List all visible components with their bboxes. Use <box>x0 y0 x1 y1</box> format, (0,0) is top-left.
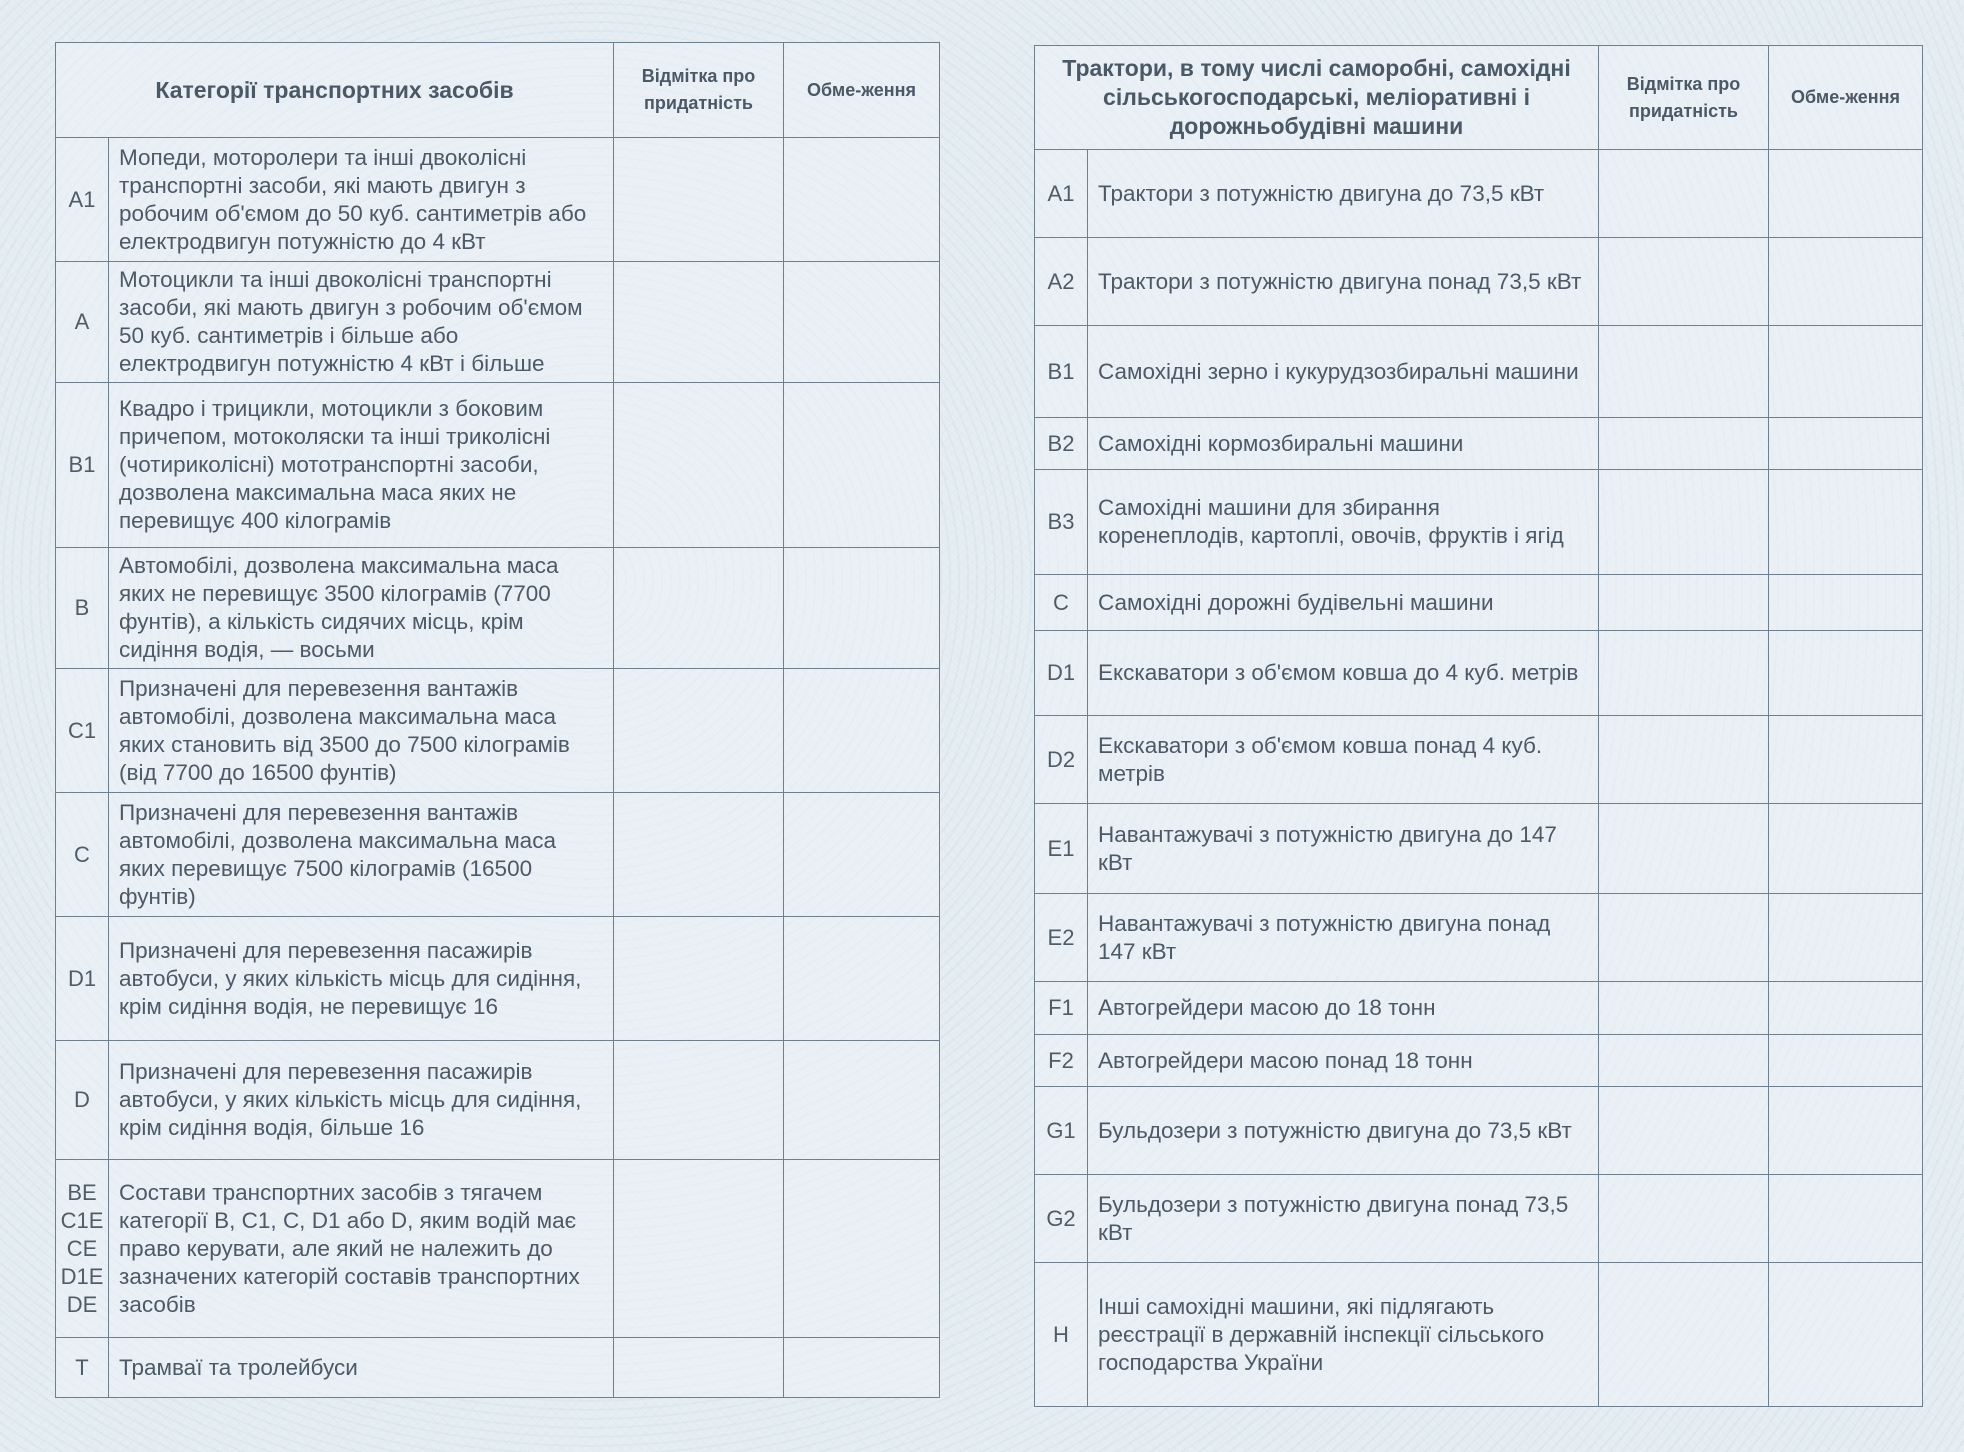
mark-cell <box>614 917 784 1041</box>
category-description: Квадро і трицикли, мотоцикли з боковим причепом, мотоколяски та інші триколісні (чотириколісні) мототранспортні засоби, дозволена максимальна маса яких не перевищує 400 кілограмів <box>109 383 614 548</box>
restriction-cell <box>1769 238 1923 326</box>
restriction-cell <box>1769 894 1923 982</box>
restriction-cell <box>1769 982 1923 1035</box>
category-code: B1 <box>1035 326 1088 418</box>
mark-cell <box>614 669 784 793</box>
table-row <box>56 138 940 262</box>
table-row <box>1035 1087 1923 1175</box>
category-header: Трактори, в тому числі саморобні, самохідні сільськогосподарські, меліоративні і дорожньобудівні машини <box>1035 46 1599 150</box>
category-code: G2 <box>1035 1175 1088 1263</box>
category-code: D2 <box>1035 716 1088 804</box>
category-description: Інші самохідні машини, які підлягають реєстрації в державній інспекції сільського господарства України <box>1088 1263 1599 1407</box>
mark-cell <box>1599 418 1769 470</box>
restriction-cell <box>784 1160 940 1338</box>
restriction-cell <box>1769 1263 1923 1407</box>
category-code: C1 <box>56 669 109 793</box>
category-code: G1 <box>1035 1087 1088 1175</box>
category-code: B1 <box>56 383 109 548</box>
category-code: B <box>56 548 109 669</box>
table-row <box>56 669 940 793</box>
category-description: Состави транспортних засобів з тягачем категорії B, C1, C, D1 або D, яким водій має право керувати, але який не належить до зазначених категорій составів транспортних засобів <box>109 1160 614 1338</box>
table-row <box>56 793 940 917</box>
category-description: Самохідні машини для збирання коренеплодів, картоплі, овочів, фруктів і ягід <box>1088 470 1599 575</box>
category-description: Призначені для перевезення пасажирів автобуси, у яких кількість місць для сидіння, крім сидіння водія, більше 16 <box>109 1041 614 1160</box>
mark-cell <box>614 548 784 669</box>
category-header: Категорії транспортних засобів <box>56 43 614 138</box>
mark-cell <box>1599 326 1769 418</box>
table-row <box>1035 894 1923 982</box>
table-row <box>1035 1175 1923 1263</box>
table-row <box>1035 575 1923 631</box>
table-row <box>1035 1035 1923 1087</box>
mark-cell <box>614 1041 784 1160</box>
restriction-cell <box>1769 1035 1923 1087</box>
category-description: Призначені для перевезення вантажів автомобілі, дозволена максимальна маса яких перевищує 7500 кілограмів (16500 фунтів) <box>109 793 614 917</box>
mark-cell <box>1599 238 1769 326</box>
restriction-header: Обме-ження <box>1769 46 1923 150</box>
table-row <box>56 1160 940 1338</box>
category-description: Призначені для перевезення вантажів автомобілі, дозволена максимальна маса яких становить від 3500 до 7500 кілограмів (від 7700 до 16500 фунтів) <box>109 669 614 793</box>
category-description: Автогрейдери масою до 18 тонн <box>1088 982 1599 1035</box>
mark-cell <box>614 1160 784 1338</box>
restriction-cell <box>784 1338 940 1398</box>
category-description: Бульдозери з потужністю двигуна до 73,5 кВт <box>1088 1087 1599 1175</box>
category-code: F2 <box>1035 1035 1088 1087</box>
category-code: D1 <box>1035 631 1088 716</box>
table-row <box>1035 238 1923 326</box>
category-description: Автомобілі, дозволена максимальна маса яких не перевищує 3500 кілограмів (7700 фунтів), а кількість сидячих місць, крім сидіння водія, — восьми <box>109 548 614 669</box>
category-code: B3 <box>1035 470 1088 575</box>
category-code: H <box>1035 1263 1088 1407</box>
mark-cell <box>1599 470 1769 575</box>
restriction-cell <box>784 262 940 383</box>
table-row <box>1035 631 1923 716</box>
table-header-row <box>1035 46 1923 150</box>
category-code: D1 <box>56 917 109 1041</box>
vehicle-categories-table <box>55 42 940 1398</box>
restriction-cell <box>1769 575 1923 631</box>
table-row <box>1035 470 1923 575</box>
table-header-row <box>56 43 940 138</box>
category-description: Екскаватори з об'ємом ковша до 4 куб. метрів <box>1088 631 1599 716</box>
category-code: CE <box>66 1235 98 1261</box>
category-code: E1 <box>1035 804 1088 894</box>
mark-cell <box>614 138 784 262</box>
restriction-cell <box>1769 418 1923 470</box>
mark-cell <box>614 383 784 548</box>
mark-cell <box>1599 894 1769 982</box>
table-row <box>56 1338 940 1398</box>
restriction-cell <box>784 383 940 548</box>
mark-header: Відмітка про придатність <box>1599 46 1769 150</box>
tractor-categories-table <box>1034 45 1923 1407</box>
category-description: Мотоцикли та інші двоколісні транспортні засоби, які мають двигун з робочим об'ємом 50 куб. сантиметрів і більше або електродвигун потужністю 4 кВт і більше <box>109 262 614 383</box>
category-code: C1E <box>60 1207 104 1233</box>
category-code: D <box>56 1041 109 1160</box>
category-code: T <box>56 1338 109 1398</box>
restriction-cell <box>1769 326 1923 418</box>
table-row <box>1035 418 1923 470</box>
category-description: Самохідні кормозбиральні машини <box>1088 418 1599 470</box>
category-description: Мопеди, моторолери та інші двоколісні транспортні засоби, які мають двигун з робочим об'ємом до 50 куб. сантиметрів або електродвигун потужністю до 4 кВт <box>109 138 614 262</box>
restriction-cell <box>784 917 940 1041</box>
category-code: A1 <box>56 138 109 262</box>
category-code: A1 <box>1035 150 1088 238</box>
mark-cell <box>1599 150 1769 238</box>
category-code: C <box>1035 575 1088 631</box>
restriction-cell <box>784 1041 940 1160</box>
category-description: Трамваї та тролейбуси <box>109 1338 614 1398</box>
category-code: F1 <box>1035 982 1088 1035</box>
restriction-cell <box>1769 470 1923 575</box>
mark-cell <box>1599 1035 1769 1087</box>
category-description: Трактори з потужністю двигуна до 73,5 кВт <box>1088 150 1599 238</box>
mark-cell <box>1599 804 1769 894</box>
category-description: Навантажувачі з потужністю двигуна понад 147 кВт <box>1088 894 1599 982</box>
category-code-group <box>56 1160 109 1338</box>
mark-header: Відмітка про придатність <box>614 43 784 138</box>
restriction-cell <box>1769 1175 1923 1263</box>
category-description: Трактори з потужністю двигуна понад 73,5 кВт <box>1088 238 1599 326</box>
category-code: C <box>56 793 109 917</box>
restriction-cell <box>784 548 940 669</box>
table-row <box>56 1041 940 1160</box>
restriction-cell <box>1769 804 1923 894</box>
category-description: Самохідні зерно і кукурудзозбиральні машини <box>1088 326 1599 418</box>
mark-cell <box>614 793 784 917</box>
table-row <box>56 917 940 1041</box>
category-code: DE <box>66 1291 98 1317</box>
mark-cell <box>614 262 784 383</box>
table-row <box>1035 804 1923 894</box>
table-row <box>1035 1263 1923 1407</box>
category-code: B2 <box>1035 418 1088 470</box>
restriction-cell <box>784 793 940 917</box>
mark-cell <box>614 1338 784 1398</box>
table-row <box>56 262 940 383</box>
restriction-cell <box>1769 1087 1923 1175</box>
category-code: A2 <box>1035 238 1088 326</box>
mark-cell <box>1599 631 1769 716</box>
category-code: A <box>56 262 109 383</box>
restriction-header: Обме-ження <box>784 43 940 138</box>
mark-cell <box>1599 1175 1769 1263</box>
restriction-cell <box>1769 716 1923 804</box>
restriction-cell <box>1769 631 1923 716</box>
table-row <box>1035 982 1923 1035</box>
mark-cell <box>1599 982 1769 1035</box>
category-code: BE <box>67 1179 97 1205</box>
category-description: Самохідні дорожні будівельні машини <box>1088 575 1599 631</box>
table-row <box>56 548 940 669</box>
category-description: Навантажувачі з потужністю двигуна до 147 кВт <box>1088 804 1599 894</box>
category-description: Автогрейдери масою понад 18 тонн <box>1088 1035 1599 1087</box>
mark-cell <box>1599 575 1769 631</box>
table-row <box>56 383 940 548</box>
restriction-cell <box>784 138 940 262</box>
category-description: Бульдозери з потужністю двигуна понад 73,5 кВт <box>1088 1175 1599 1263</box>
restriction-cell <box>1769 150 1923 238</box>
table-row <box>1035 326 1923 418</box>
table-row <box>1035 150 1923 238</box>
restriction-cell <box>784 669 940 793</box>
category-description: Екскаватори з об'ємом ковша понад 4 куб. метрів <box>1088 716 1599 804</box>
mark-cell <box>1599 1087 1769 1175</box>
category-description: Призначені для перевезення пасажирів автобуси, у яких кількість місць для сидіння, крім сидіння водія, не перевищує 16 <box>109 917 614 1041</box>
mark-cell <box>1599 716 1769 804</box>
mark-cell <box>1599 1263 1769 1407</box>
category-code: D1E <box>60 1263 104 1289</box>
table-row <box>1035 716 1923 804</box>
category-code: E2 <box>1035 894 1088 982</box>
